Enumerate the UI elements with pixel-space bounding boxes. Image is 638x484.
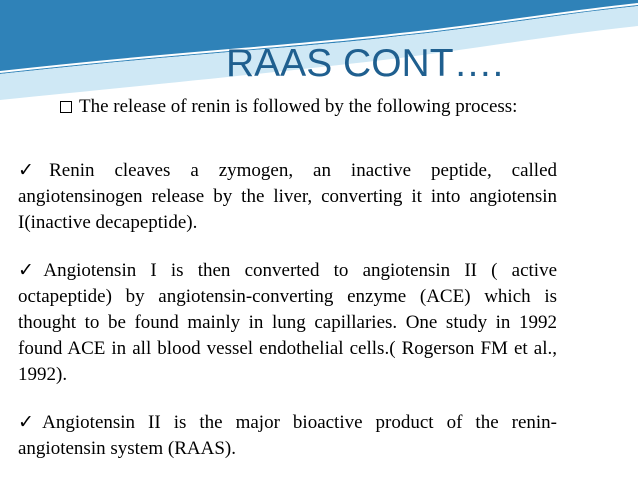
bullet-points: [18, 158, 557, 484]
bullet-point-angiotensin-conversion: [18, 258, 557, 388]
bullet-text: Angiotensin I is then converted to angiotensin II ( active octapeptide) by angiotensin-converting enzyme (ACE) which is thought to be found mainly in lung capillaries. One study in 1992 found ACE in all blood vessel endothelial cells.( Rogerson FM et al., 1992).: [18, 260, 558, 385]
checkbox-icon: [60, 101, 72, 113]
intro-line: [60, 94, 620, 120]
check-icon: ✓: [18, 412, 43, 433]
check-icon: ✓: [18, 260, 44, 281]
check-icon: ✓: [18, 160, 50, 181]
bullet-text: Renin cleaves a zymogen, an inactive peptide, called angiotensinogen release by the liver, converting it into angiotensin I(inactive decapeptide).: [18, 160, 558, 233]
intro-text: The release of renin is followed by the following process:: [79, 96, 518, 117]
bullet-point-angiotensin-ii: [18, 410, 557, 462]
bullet-text: Angiotensin II is the major bioactive product of the renin-angiotensin system (RAAS).: [18, 412, 557, 459]
bullet-point-renin: [18, 158, 557, 236]
slide-title: RAAS CONT….: [226, 42, 504, 85]
